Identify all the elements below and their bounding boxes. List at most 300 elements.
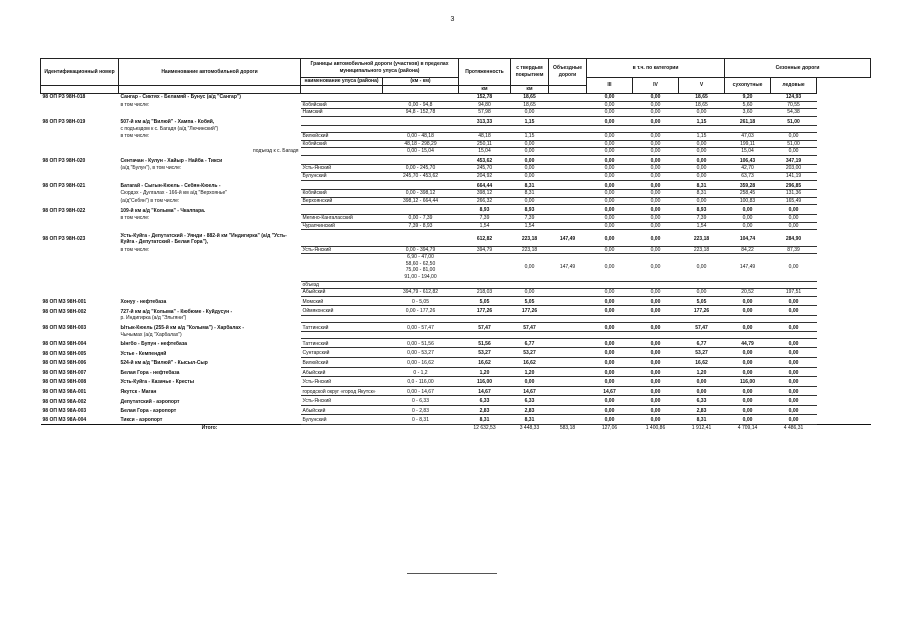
row-cat-5 (679, 315, 725, 322)
row-cat-3: 0,00 (587, 207, 633, 214)
row-combined (549, 398, 587, 405)
row-cat-3 (587, 281, 633, 289)
table-row-road (41, 389, 871, 396)
table-row-road (41, 341, 871, 348)
row-km-range: 48,18 - 298,29 (383, 140, 459, 148)
row-seasonal-land: 199,11 (725, 140, 771, 148)
row-combined (549, 246, 587, 254)
row-ulus: Чурапчинский (301, 222, 383, 230)
row-km-range (383, 281, 459, 289)
row-combined (549, 350, 587, 357)
row-seasonal-land: 20,52 (725, 289, 771, 297)
table-row-section (41, 165, 871, 173)
row-cat-5: 0,00 (679, 254, 725, 281)
row-seasonal-ice: 0,00 (771, 360, 817, 367)
row-length (459, 332, 511, 339)
row-cat-4: 0,00 (633, 197, 679, 205)
row-seasonal-land: 104,74 (725, 232, 771, 246)
row-length: 453,62 (459, 158, 511, 165)
row-combined (549, 370, 587, 377)
row-blank (817, 94, 871, 102)
row-km-range (383, 315, 459, 322)
row-blank (817, 172, 871, 180)
row-road-name: с подъездом к с. Багадя (а/д "Лючинский") (120, 125, 219, 132)
row-blank (817, 332, 871, 339)
row-cat-3: 0,00 (587, 119, 633, 126)
row-hard: 5,05 (511, 299, 549, 306)
row-km-range: 0 - 1,2 (383, 370, 459, 377)
row-cat-4: 0,00 (633, 207, 679, 214)
row-combined (549, 299, 587, 306)
row-length: 8,93 (459, 207, 511, 214)
row-blank (817, 289, 871, 297)
row-road-name: в том числе: (120, 246, 150, 253)
row-seasonal-ice: 0,00 (771, 214, 817, 222)
row-length: 16,62 (459, 360, 511, 367)
row-length: 57,98 (459, 109, 511, 117)
row-km-range (383, 232, 459, 246)
row-seasonal-land: 63,73 (725, 172, 771, 180)
row-blank (817, 350, 871, 357)
row-cat-5: 0,00 (679, 148, 725, 156)
row-length: 51,56 (459, 341, 511, 348)
table-row-section (41, 254, 871, 281)
row-cat-4: 0,00 (633, 350, 679, 357)
row-ulus: Вилюйский (301, 360, 383, 367)
header-blank-2 (119, 86, 301, 94)
row-combined (549, 341, 587, 348)
row-length: 2,83 (459, 408, 511, 415)
row-cat-5: 8,31 (679, 190, 725, 198)
header-blank-5 (549, 86, 587, 94)
row-cat-3: 0,00 (587, 325, 633, 332)
row-id (41, 222, 119, 230)
row-seasonal-land: 359,28 (725, 183, 771, 190)
total-length: 12 632,53 (459, 425, 511, 432)
row-hard: 0,00 (511, 197, 549, 205)
row-cat-3: 0,00 (587, 360, 633, 367)
header-id: Идентификационный номер (41, 59, 119, 86)
row-length: 57,47 (459, 325, 511, 332)
row-hard: 1,15 (511, 132, 549, 140)
row-hard: 0,00 (511, 140, 549, 148)
row-cat-3: 0,00 (587, 197, 633, 205)
row-id (41, 140, 119, 148)
row-id: 98 ОП РЗ 98Н-023 (42, 235, 86, 242)
row-km-range: 0 - 5,05 (383, 299, 459, 306)
row-id (41, 132, 119, 140)
table-row-section (41, 222, 871, 230)
row-seasonal-ice: 87,39 (771, 246, 817, 254)
row-km-range: 0,00 - 94,8 (383, 101, 459, 109)
row-id: 98 ОП МЗ 98Н-004 (42, 340, 87, 347)
header-combined: Объездные дороги (549, 59, 587, 86)
row-blank (817, 214, 871, 222)
row-id: 98 ОП МЗ 98Н-007 (42, 369, 87, 376)
row-length: 218,03 (459, 289, 511, 297)
row-seasonal-land: 116,00 (725, 379, 771, 386)
row-length: 204,92 (459, 172, 511, 180)
row-hard: 8,93 (511, 207, 549, 214)
row-blank (817, 299, 871, 306)
header-road-name: Наименование автомобильной дороги (119, 59, 301, 86)
row-length: 394,79 (459, 246, 511, 254)
row-length: 5,05 (459, 299, 511, 306)
row-seasonal-ice: 0,00 (771, 148, 817, 156)
row-hard: 1,15 (511, 119, 549, 126)
row-blank (817, 360, 871, 367)
table-row-road (41, 308, 871, 315)
row-id: 98 ОП РЗ 98Н-022 (42, 207, 86, 214)
row-seasonal-land: 0,00 (725, 398, 771, 405)
row-km-range: 0 - 8,31 (383, 417, 459, 424)
row-km-range: 398,12 - 664,44 (383, 197, 459, 205)
row-hard (511, 126, 549, 133)
row-cat-4: 0,00 (633, 101, 679, 109)
row-km-range (383, 158, 459, 165)
row-id (41, 165, 119, 173)
row-blank (817, 408, 871, 415)
row-cat-5: 1,20 (679, 370, 725, 377)
table-row-section (41, 246, 871, 254)
row-combined (549, 207, 587, 214)
row-km-range: 0,00 - 394,79 (383, 246, 459, 254)
table-row-road (41, 379, 871, 386)
row-cat-4: 0,00 (633, 325, 679, 332)
row-seasonal-ice: 51,00 (771, 140, 817, 148)
row-id (41, 190, 119, 198)
row-length: 6,33 (459, 398, 511, 405)
table-row-road (41, 398, 871, 405)
row-id (41, 254, 119, 281)
row-length: 250,11 (459, 140, 511, 148)
row-seasonal-ice: 131,36 (771, 190, 817, 198)
row-road-name (119, 140, 301, 148)
row-hard: 1,20 (511, 370, 549, 377)
row-length: 664,44 (459, 183, 511, 190)
row-cat-3: 0,00 (587, 370, 633, 377)
row-id: 98 ОП МЗ 98А-001 (42, 388, 87, 395)
row-seasonal-land (725, 315, 771, 322)
row-id: 98 ОП РЗ 98Н-018 (42, 94, 86, 101)
row-id (41, 197, 119, 205)
row-seasonal-ice: 0,00 (771, 222, 817, 230)
row-cat-5: 18,65 (679, 94, 725, 102)
header-ulus: наименование улуса (района) (301, 78, 383, 86)
row-ulus: Булунский (301, 417, 383, 424)
row-length: 313,33 (459, 119, 511, 126)
row-length: 266,32 (459, 197, 511, 205)
row-ulus: Таттинский (301, 325, 383, 332)
row-seasonal-land: 0,00 (725, 325, 771, 332)
row-cat-4: 0,00 (633, 148, 679, 156)
row-combined (549, 360, 587, 367)
row-cat-5: 0,00 (679, 172, 725, 180)
row-combined (549, 172, 587, 180)
row-cat-3: 0,00 (587, 254, 633, 281)
row-id (41, 281, 119, 289)
table-row-road (41, 408, 871, 415)
table-row-road (41, 207, 871, 214)
table-row-section (41, 332, 871, 339)
row-road-name: 727-й км а/д "Колыма" - Кюбюме - Куйдусун - (120, 308, 233, 315)
row-cat-5 (679, 281, 725, 289)
row-blank (817, 109, 871, 117)
row-road-name: Сангар - Сиктях - Беламяй - Бунус (а/д "Сангар") (120, 94, 241, 101)
row-blank (817, 148, 871, 156)
row-id (41, 126, 119, 133)
row-km-range: 0 - 2,83 (383, 408, 459, 415)
row-ulus: Кобяйский (301, 140, 383, 148)
row-road-name: Усть-Куйга - Казачье - Кресты (120, 379, 195, 386)
row-hard (511, 281, 549, 289)
row-length: 14,67 (459, 389, 511, 396)
row-length: 116,00 (459, 379, 511, 386)
row-hard: 0,00 (511, 379, 549, 386)
row-seasonal-land: 47,03 (725, 132, 771, 140)
row-seasonal-land: 258,45 (725, 190, 771, 198)
row-seasonal-ice (771, 281, 817, 289)
table-row-road (41, 325, 871, 332)
total-row (41, 425, 871, 432)
row-hard: 0,00 (511, 172, 549, 180)
row-cat-5: 0,00 (679, 289, 725, 297)
header-unit-km-2: км (511, 86, 549, 94)
row-ulus (301, 315, 383, 322)
table-row-section (41, 172, 871, 180)
row-hard: 6,33 (511, 398, 549, 405)
row-blank (817, 126, 871, 133)
total-label: Итого: (119, 425, 301, 432)
row-ulus (301, 254, 383, 281)
row-ulus (301, 207, 383, 214)
row-cat-3: 0,00 (587, 94, 633, 102)
row-cat-5: 223,18 (679, 246, 725, 254)
row-seasonal-ice: 0,00 (771, 299, 817, 306)
row-seasonal-land: 42,70 (725, 165, 771, 173)
row-length: 53,27 (459, 350, 511, 357)
row-cat-3: 0,00 (587, 417, 633, 424)
row-seasonal-ice: 347,19 (771, 158, 817, 165)
row-seasonal-land (725, 281, 771, 289)
row-blank (817, 341, 871, 348)
row-cat-3: 0,00 (587, 299, 633, 306)
row-id: 98 ОП РЗ 98Н-021 (42, 182, 86, 189)
row-cat-5: 8,31 (679, 183, 725, 190)
row-length: 48,18 (459, 132, 511, 140)
row-cat-4: 0,00 (633, 190, 679, 198)
row-hard: 8,31 (511, 190, 549, 198)
row-ulus: Усть-Янский (301, 165, 383, 173)
row-cat-3: 0,00 (587, 158, 633, 165)
row-hard: 16,62 (511, 360, 549, 367)
row-cat-5: 0,00 (679, 158, 725, 165)
row-blank (817, 207, 871, 214)
row-seasonal-ice (771, 332, 817, 339)
row-combined: 147,49 (549, 254, 587, 281)
row-km-range: 0,00 - 14,67 (383, 389, 459, 396)
row-cat-5: 0,00 (679, 165, 725, 173)
row-cat-4 (633, 332, 679, 339)
row-cat-3: 0,00 (587, 408, 633, 415)
row-hard: 6,77 (511, 341, 549, 348)
row-cat-3: 0,00 (587, 398, 633, 405)
row-km-range (383, 207, 459, 214)
row-length (459, 315, 511, 322)
row-road-name: Чычымах (а/д "Харбалах") (120, 331, 182, 338)
table-row-section (41, 148, 871, 156)
row-id (41, 214, 119, 222)
row-id: 98 ОП РЗ 98Н-020 (42, 158, 86, 164)
row-hard: 0,00 (511, 158, 549, 165)
row-ulus: Усть-Янский (301, 246, 383, 254)
row-cat-3: 0,00 (587, 379, 633, 386)
header-km-range: (км - км) (383, 78, 459, 86)
row-hard: 18,65 (511, 94, 549, 102)
table-row-road (41, 119, 871, 126)
row-combined (549, 197, 587, 205)
row-seasonal-land: 0,00 (725, 408, 771, 415)
table-row-road (41, 350, 871, 357)
row-road-name (119, 254, 301, 281)
row-combined (549, 101, 587, 109)
row-cat-4: 0,00 (633, 408, 679, 415)
row-cat-5: 223,18 (679, 232, 725, 246)
total-cat-3: 127,06 (587, 425, 633, 432)
table-row-road (41, 370, 871, 377)
row-cat-4: 0,00 (633, 246, 679, 254)
row-hard: 0,00 (511, 165, 549, 173)
row-road-name: Хонуу - нефтебаза (120, 299, 167, 305)
row-cat-3: 0,00 (587, 222, 633, 230)
row-ulus: Усть-Янский (301, 398, 383, 405)
row-id (41, 246, 119, 254)
row-combined (549, 132, 587, 140)
row-length: 15,04 (459, 148, 511, 156)
total-blank-2 (301, 425, 383, 432)
row-blank (817, 325, 871, 332)
row-road-name (119, 289, 301, 297)
row-cat-3: 0,00 (587, 350, 633, 357)
row-road-name: (а/д "Булун"), в том числе: (120, 165, 182, 172)
row-cat-4: 0,00 (633, 158, 679, 165)
row-length (459, 254, 511, 281)
row-ulus (301, 94, 383, 102)
row-cat-4: 0,00 (633, 360, 679, 367)
header-seasonal-ice: ледовые (771, 78, 817, 94)
row-hard (511, 315, 549, 322)
row-ulus (301, 158, 383, 165)
table-row-section (41, 109, 871, 117)
row-ulus: Абыйский (301, 289, 383, 297)
row-ulus: Усть-Янский (301, 379, 383, 386)
row-cat-5: 1,54 (679, 222, 725, 230)
row-cat-4 (633, 126, 679, 133)
row-seasonal-land: 3,60 (725, 109, 771, 117)
row-seasonal-land: 261,18 (725, 119, 771, 126)
row-cat-4: 0,00 (633, 379, 679, 386)
row-hard: 0,00 (511, 148, 549, 156)
row-seasonal-ice: 0,00 (771, 389, 817, 396)
row-seasonal-ice: 0,00 (771, 207, 817, 214)
row-hard: 2,83 (511, 408, 549, 415)
row-cat-4: 0,00 (633, 370, 679, 377)
row-ulus: объезд (301, 281, 383, 289)
row-length: 1,54 (459, 222, 511, 230)
row-cat-4: 0,00 (633, 341, 679, 348)
row-cat-4: 0,00 (633, 109, 679, 117)
total-hard: 3 448,33 (511, 425, 549, 432)
row-combined (549, 94, 587, 102)
row-seasonal-land: 0,00 (725, 207, 771, 214)
row-km-range: 0 - 6,33 (383, 398, 459, 405)
table-header (41, 59, 871, 94)
row-cat-5: 0,00 (679, 197, 725, 205)
row-length: 152,78 (459, 94, 511, 102)
row-cat-3: 0,00 (587, 101, 633, 109)
header-seasonal-land: сухопутные (725, 78, 771, 94)
row-blank (817, 281, 871, 289)
total-blank-4 (817, 425, 871, 432)
row-seasonal-land: 106,43 (725, 158, 771, 165)
row-seasonal-ice: 0,00 (771, 325, 817, 332)
row-blank (817, 101, 871, 109)
row-seasonal-ice: 0,00 (771, 341, 817, 348)
row-cat-5: 8,93 (679, 207, 725, 214)
row-ulus: городской округ «город Якутск» (301, 389, 383, 396)
row-cat-4: 0,00 (633, 289, 679, 297)
row-cat-3: 0,00 (587, 183, 633, 190)
row-road-name (119, 222, 301, 230)
row-length (459, 126, 511, 133)
row-road-name: Ытык-Кюель (255-й км а/д "Колыма") - Харбалах - (120, 324, 245, 331)
row-combined (549, 222, 587, 230)
row-hard: 177,26 (511, 308, 549, 315)
row-cat-4 (633, 281, 679, 289)
row-cat-3: 0,00 (587, 165, 633, 173)
row-hard: 8,31 (511, 183, 549, 190)
row-ulus: Вилюйский (301, 132, 383, 140)
row-km-range: 0,00 - 53,27 (383, 350, 459, 357)
row-cat-4 (633, 315, 679, 322)
header-length: Протяженность (459, 59, 511, 86)
row-road-name: Тикси - аэропорт (120, 417, 163, 424)
row-cat-3: 0,00 (587, 246, 633, 254)
row-seasonal-land: 84,22 (725, 246, 771, 254)
row-combined (549, 289, 587, 297)
row-combined (549, 148, 587, 156)
row-cat-3 (587, 126, 633, 133)
row-blank (817, 379, 871, 386)
table-row-section (41, 289, 871, 297)
row-cat-4: 0,00 (633, 254, 679, 281)
row-cat-4: 0,00 (633, 308, 679, 315)
row-combined (549, 325, 587, 332)
header-blank-1 (41, 86, 119, 94)
row-cat-5 (679, 126, 725, 133)
row-km-range: 6,90 - 47,00 58,60 - 62,50 75,00 - 81,00 91,00 - 194,00 (383, 254, 459, 281)
row-seasonal-ice: 0,00 (771, 370, 817, 377)
row-length: 8,31 (459, 417, 511, 424)
row-combined (549, 190, 587, 198)
row-blank (817, 197, 871, 205)
row-combined (549, 126, 587, 133)
row-km-range: 94,8 - 152,78 (383, 109, 459, 117)
row-cat-5: 0,00 (679, 379, 725, 386)
row-cat-4: 0,00 (633, 214, 679, 222)
row-combined (549, 281, 587, 289)
table-body (41, 94, 871, 425)
